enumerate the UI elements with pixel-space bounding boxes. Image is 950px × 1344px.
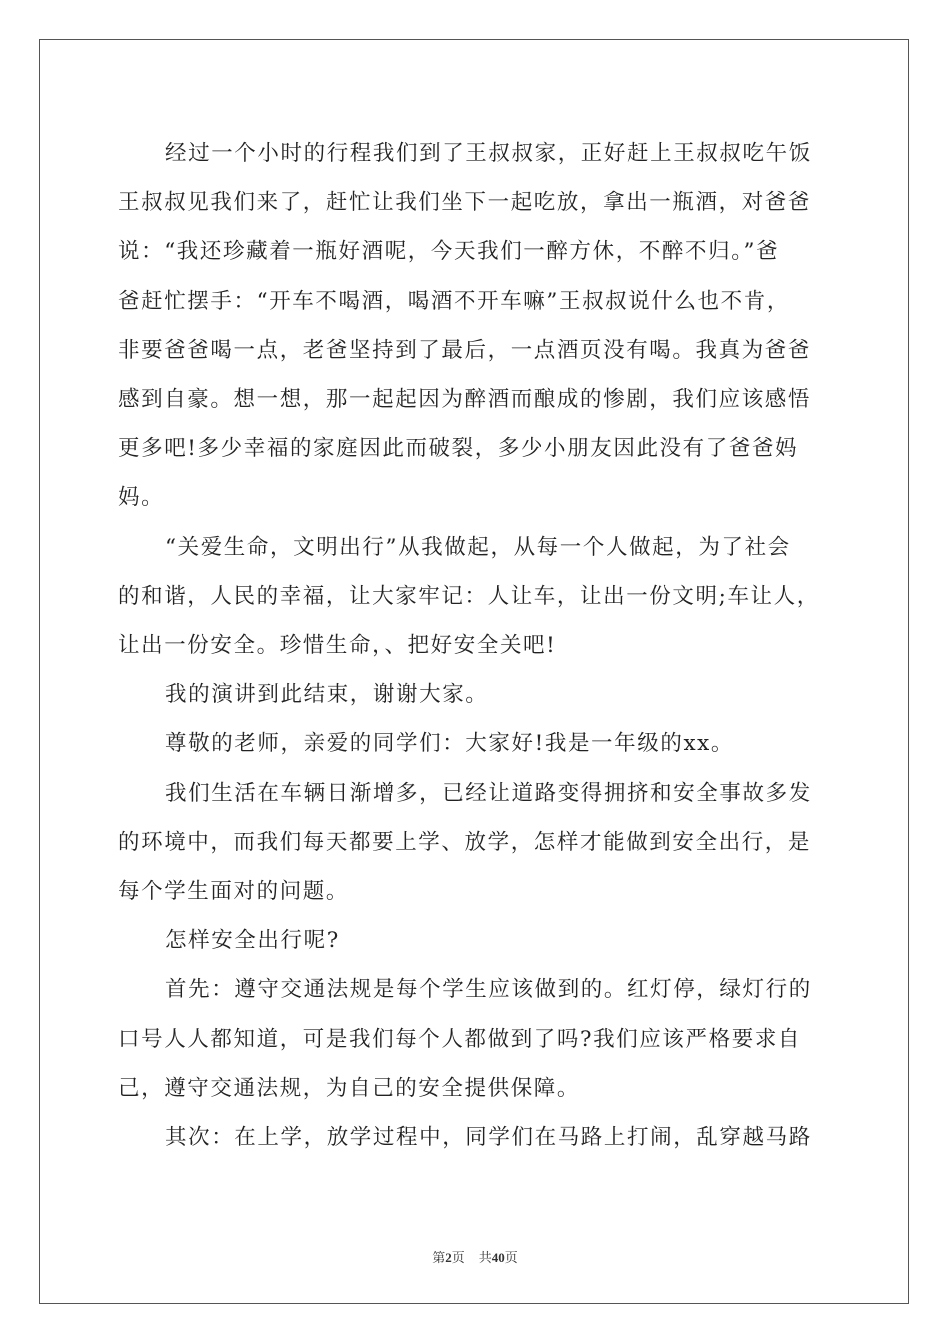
paragraph: 首先：遵守交通法规是每个学生应该做到的。红灯停，绿灯行的 口号人人都知道，可是我们每个人都做到了吗?我们应该严格要求自 己，遵守交通法规，为自己的安全提供保障。	[118, 977, 812, 1101]
document-body	[118, 129, 834, 1162]
total-suffix: 页	[504, 1250, 518, 1265]
page-prefix: 第	[432, 1250, 446, 1265]
paragraph: 我的演讲到此结束，谢谢大家。	[165, 682, 489, 708]
total-pages: 40	[491, 1250, 505, 1265]
paragraph: 怎样安全出行呢?	[165, 928, 340, 954]
paragraph: 经过一个小时的行程我们到了王叔叔家，正好赶上王叔叔吃午饭 王叔叔见我们来了，赶忙让我们坐下一起吃放，拿出一瓶酒，对爸爸 说：“我还珍藏着一瓶好酒呢，今天我们一醉方休，不醉不归。”爸 爸赶忙摆手：“开车不喝酒，喝酒不开车嘛”王叔叔说什么也不肯， 非要爸爸喝一点，老爸坚持到了最后，一点酒页没有喝。我真为爸爸 感到自豪。想一想，那一起起因为醉酒而酿成的惨剧，我们应该感悟 更多吧!多少幸福的家庭因此而破裂，多少小朋友因此没有了爸爸妈 妈。	[118, 141, 812, 511]
total-prefix: 共	[478, 1250, 492, 1265]
page-suffix: 页	[451, 1250, 465, 1265]
paragraph: 我们生活在车辆日渐增多，已经让道路变得拥挤和安全事故多发 的环境中，而我们每天都要上学、放学，怎样才能做到安全出行，是 每个学生面对的问题。	[118, 780, 812, 905]
page-number: 2	[445, 1250, 452, 1265]
page-footer	[0, 1247, 950, 1266]
paragraph: 尊敬的老师，亲爱的同学们：大家好!我是一年级的xx。	[165, 731, 734, 757]
paragraph: 其次：在上学，放学过程中，同学们在马路上打闹，乱穿越马路	[165, 1125, 812, 1151]
paragraph: “关爱生命，文明出行”从我做起，从每一个人做起，为了社会 的和谐，人民的幸福，让大家牢记：人让车，让出一份文明;车让人， 让出一份安全。珍惜生命，、把好安全关吧!	[118, 534, 820, 659]
